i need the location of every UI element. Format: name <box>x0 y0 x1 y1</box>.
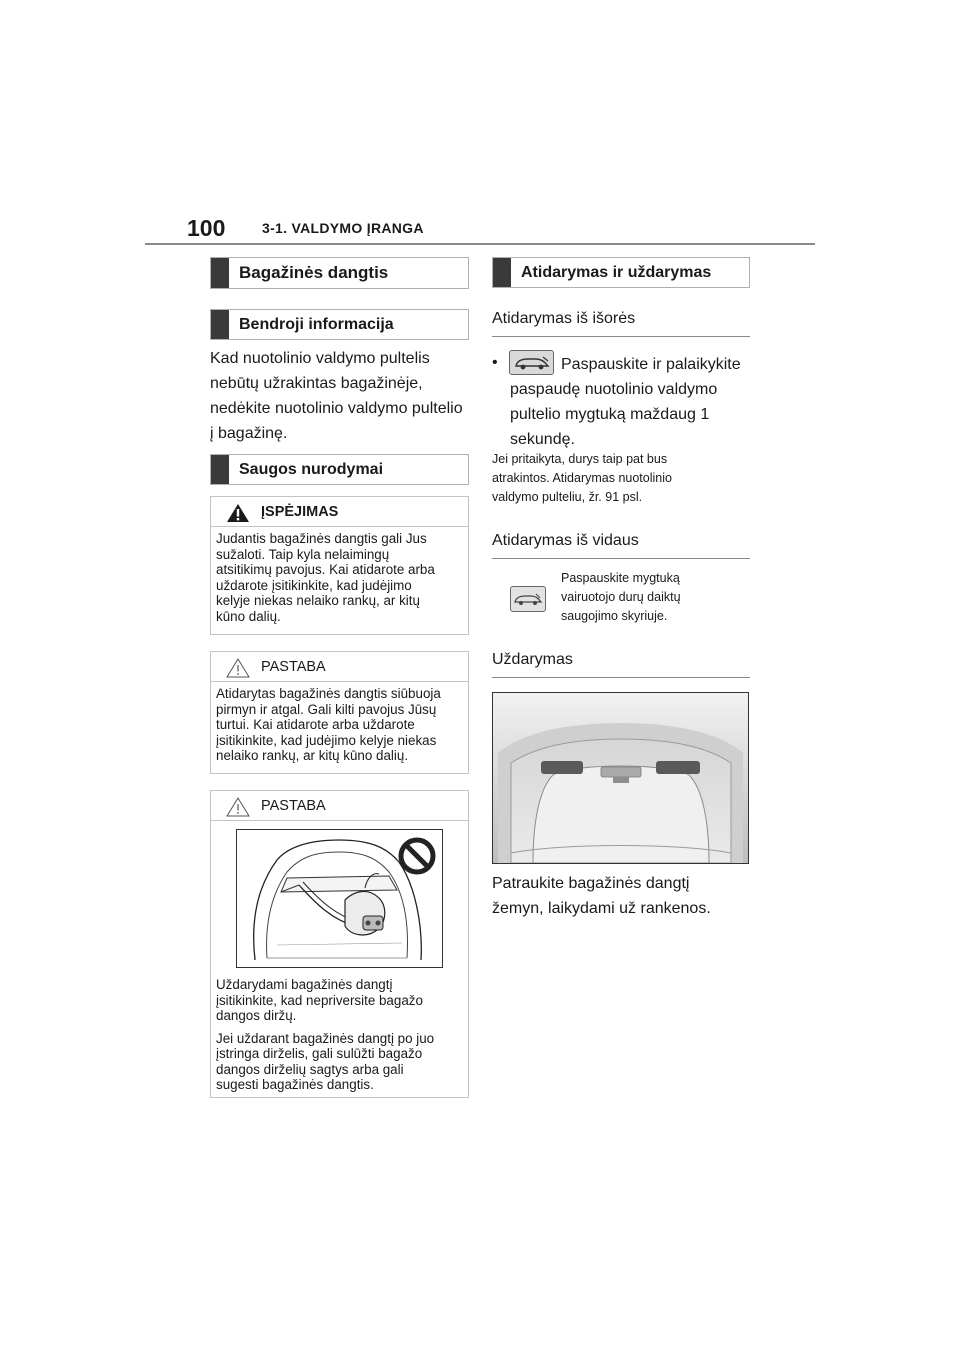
heading-opening-inside: Atidarymas iš vidaus <box>492 522 750 559</box>
note-box-2 <box>210 790 469 1098</box>
caution-triangle-icon <box>226 658 250 683</box>
car-trunk-key-icon <box>509 350 554 375</box>
bullet-marker: • <box>492 354 498 371</box>
warning-text: Judantis bagažinės dangtis gali Jus sužaloti. Taip kyla nelaimingų atsitikimų pavojus. Kai atidarote arba uždarote įsitikinkite, kad judėjimo kelyje niekas nelaiko rankų, ar kitų kūno dalių. <box>216 531 435 624</box>
chapter-title: 3-1. VALDYMO ĮRANGA <box>262 220 424 236</box>
general-info-text: Kad nuotolinio valdymo pultelis nebūtų užrakintas bagažinėje, nedėkite nuotolinio valdymo pultelio į bagažinę. <box>210 350 463 442</box>
car-trunk-switch-icon <box>510 586 546 612</box>
heading-general-info: Bendroji informacija <box>210 309 469 340</box>
note-1-title: PASTABA <box>261 659 326 675</box>
heading-opening-closing: Atidarymas ir uždarymas <box>492 257 750 288</box>
bullet-text-rest: paspaudę nuotolinio valdymo pultelio mygtuką maždaug 1 sekundę. <box>510 381 718 448</box>
heading-opening-outside: Atidarymas iš išorės <box>492 300 750 337</box>
warning-header <box>211 497 468 527</box>
warning-triangle-icon <box>226 503 250 528</box>
note-2-paragraph-1: Uždarydami bagažinės dangtį įsitikinkite, kad nepriversite bagažo dangos diržų. <box>216 977 423 1023</box>
heading-safety-notes: Saugos nurodymai <box>210 454 469 485</box>
trunk-strap-illustration <box>236 829 443 968</box>
note-2-title: PASTABA <box>261 798 326 814</box>
note-2-paragraph-2: Jei uždarant bagažinės dangtį po juo įstringa dirželis, gali sulūžti bagažo dangos dirželių sagtys arba gali sugesti bagažinės dangtis. <box>216 1030 435 1092</box>
heading-closing: Uždarymas <box>492 641 750 678</box>
bullet-text-first: Paspauskite ir palaikykite <box>561 356 741 373</box>
page-number: 100 <box>187 215 226 241</box>
note-1-text: Atidarytas bagažinės dangtis siūbuoja pirmyn ir atgal. Gali kilti pavojus Jūsų turtui. Kai atidarote arba uždarote įsitikinkite, kad judėjimo kelyje niekas nelaiko rankų, ar kitų kūno dalių. <box>216 686 441 763</box>
outside-opening-note: Jei pritaikyta, durys taip pat bus atrakintos. Atidarymas nuotolinio valdymo pulteliu, žr. 91 psl. <box>492 452 672 504</box>
note-box-1 <box>210 651 469 774</box>
inside-opening-text: Paspauskite mygtuką vairuotojo durų daiktų saugojimo skyriuje. <box>561 571 681 623</box>
closing-text: Patraukite bagažinės dangtį žemyn, laikydami už rankenos. <box>492 875 711 917</box>
caution-triangle-icon <box>226 797 250 822</box>
warning-box <box>210 496 469 635</box>
note-2-header <box>211 791 468 821</box>
warning-title: ĮSPĖJIMAS <box>261 504 339 520</box>
note-2-text <box>216 977 460 1100</box>
prohibited-icon <box>397 836 437 881</box>
trunk-lid-handle-illustration <box>492 692 749 864</box>
header-divider <box>145 243 815 245</box>
note-1-header <box>211 652 468 682</box>
heading-trunk-lid: Bagažinės dangtis <box>210 257 469 289</box>
